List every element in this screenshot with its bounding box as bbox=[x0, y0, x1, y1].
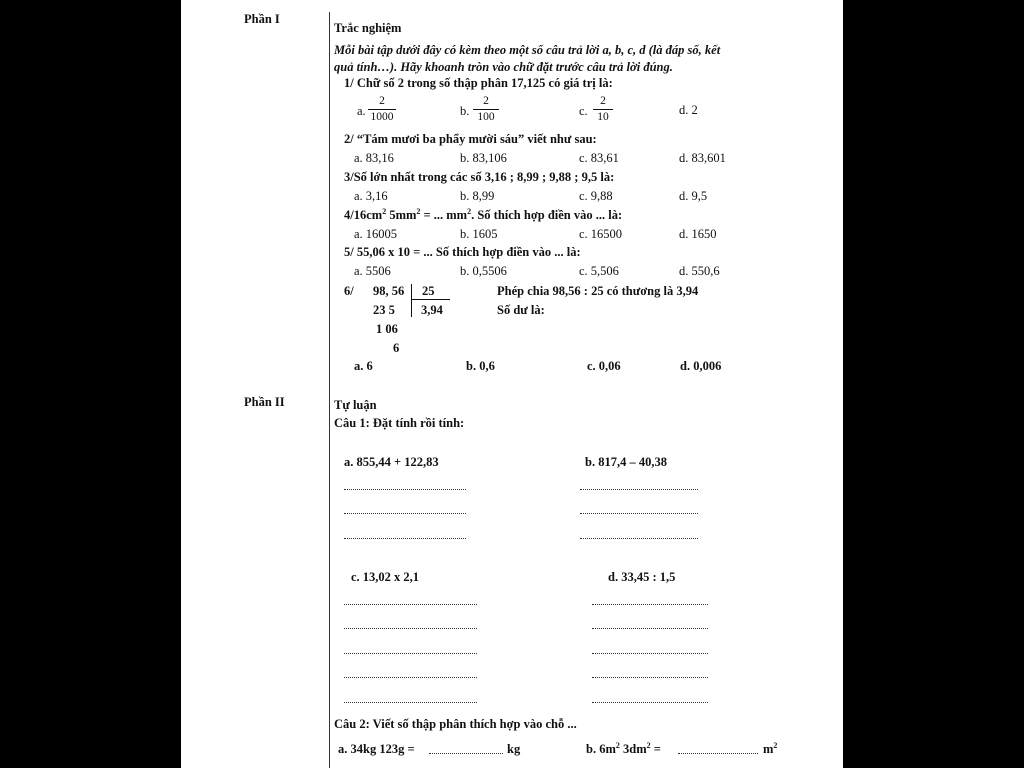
division-divisor: 25 bbox=[422, 284, 435, 298]
answer-line bbox=[344, 489, 466, 490]
division-step1: 23 5 bbox=[373, 303, 395, 317]
q5-option-c: c. 5,506 bbox=[579, 264, 619, 278]
q5-option-b: b. 0,5506 bbox=[460, 264, 507, 278]
q2-part-b-unit: $m^2$ bbox=[763, 740, 778, 756]
part2-label: Phần II bbox=[244, 395, 285, 409]
q2-option-a: a. 83,16 bbox=[354, 151, 394, 165]
q3-option-a: a. 3,16 bbox=[354, 189, 388, 203]
q1-option-a-fraction: 2 1000 bbox=[368, 95, 396, 124]
exercise-b: b. 817,4 – 40,38 bbox=[585, 455, 667, 469]
exercise-c: c. 13,02 x 2,1 bbox=[351, 570, 420, 584]
part2-question-1: Câu 1: Đặt tính rồi tính: bbox=[334, 416, 465, 430]
q5-option-d: d. 550,6 bbox=[679, 264, 720, 278]
q2-option-b: b. 83,106 bbox=[460, 151, 507, 165]
q6-option-b: b. 0,6 bbox=[466, 359, 495, 373]
instruction-line2: quả tính…). Hãy khoanh tròn vào chữ đặt trước câu trả lời đúng. bbox=[334, 60, 673, 74]
division-vertical-bar bbox=[411, 284, 412, 317]
q2-part-b-text: b. $6m^2$ $3dm^2$ = bbox=[586, 740, 661, 756]
instruction-line1: Mỗi bài tập dưới đây có kèm theo một số câu trả lời a, b, c, d (là đáp số, kết bbox=[334, 43, 721, 57]
q1-option-c-prefix: c. bbox=[579, 104, 588, 118]
answer-line bbox=[344, 677, 477, 678]
question-6-label: 6/ bbox=[344, 284, 354, 298]
q2-part-a-text: a. 34kg 123g = bbox=[338, 742, 415, 756]
answer-line bbox=[592, 702, 708, 703]
q5-option-a: a. 5506 bbox=[354, 264, 391, 278]
q4-option-c: c. 16500 bbox=[579, 227, 623, 241]
part1-title: Trắc nghiệm bbox=[334, 21, 402, 35]
answer-line bbox=[592, 677, 708, 678]
part2-question-2: Câu 2: Viết số thập phân thích hợp vào chỗ ... bbox=[334, 717, 577, 731]
question-4: $4/16cm^2$ $5mm^2$ = ... $mm^2$. Số thích hợp điền vào ... là: bbox=[344, 206, 623, 222]
answer-line bbox=[344, 653, 477, 654]
exercise-a: a. 855,44 + 122,83 bbox=[344, 455, 439, 469]
answer-line bbox=[344, 513, 466, 514]
answer-line bbox=[592, 653, 708, 654]
q6-option-c: c. 0,06 bbox=[587, 359, 621, 373]
column-divider bbox=[329, 12, 330, 768]
q4-option-a: a. 16005 bbox=[354, 227, 398, 241]
answer-line bbox=[580, 538, 698, 539]
answer-line bbox=[580, 513, 698, 514]
answer-line bbox=[344, 628, 477, 629]
division-quotient: 3,94 bbox=[421, 303, 443, 317]
q2-part-a-blank bbox=[429, 753, 503, 754]
q2-option-c: c. 83,61 bbox=[579, 151, 619, 165]
q1-option-d: d. 2 bbox=[679, 103, 698, 117]
answer-line bbox=[344, 702, 477, 703]
division-remainder: 6 bbox=[393, 341, 400, 355]
q1-option-a-prefix: a. bbox=[357, 104, 366, 118]
part1-label: Phần I bbox=[244, 12, 280, 26]
q6-note2: Số dư là: bbox=[497, 303, 545, 317]
q4-option-b: b. 1605 bbox=[460, 227, 498, 241]
q6-note1: Phép chia 98,56 : 25 có thương là 3,94 bbox=[497, 284, 699, 298]
division-dividend: 98, 56 bbox=[373, 284, 405, 298]
answer-line bbox=[344, 604, 477, 605]
question-1: 1/ Chữ số 2 trong số thập phân 17,125 có giá trị là: bbox=[344, 76, 613, 90]
q4-option-d: d. 1650 bbox=[679, 227, 717, 241]
question-2: 2/ “Tám mươi ba phẩy mười sáu” viết như sau: bbox=[344, 132, 597, 146]
answer-line bbox=[580, 489, 698, 490]
q1-option-b-fraction: 2 100 bbox=[473, 95, 499, 124]
answer-line bbox=[344, 538, 466, 539]
question-5: 5/ 55,06 x 10 = ... Số thích hợp điền vào ... là: bbox=[344, 245, 581, 259]
exercise-d: d. 33,45 : 1,5 bbox=[608, 570, 676, 584]
answer-line bbox=[592, 604, 708, 605]
q2-option-d: d. 83,601 bbox=[679, 151, 726, 165]
q3-option-c: c. 9,88 bbox=[579, 189, 613, 203]
q1-option-c-fraction: 2 10 bbox=[593, 95, 613, 124]
q3-option-b: b. 8,99 bbox=[460, 189, 495, 203]
worksheet-page bbox=[181, 0, 843, 768]
q1-option-b-prefix: b. bbox=[460, 104, 470, 118]
division-step2: 1 06 bbox=[376, 322, 398, 336]
part2-title: Tự luận bbox=[334, 398, 377, 412]
division-horizontal-bar bbox=[412, 299, 450, 300]
q6-option-d: d. 0,006 bbox=[680, 359, 722, 373]
q2-part-b-blank bbox=[678, 753, 758, 754]
answer-line bbox=[592, 628, 708, 629]
question-3: 3/Số lớn nhất trong các số 3,16 ; 8,99 ; 9,88 ; 9,5 là: bbox=[344, 170, 615, 184]
q3-option-d: d. 9,5 bbox=[679, 189, 708, 203]
q6-option-a: a. 6 bbox=[354, 359, 373, 373]
q2-part-a-unit: kg bbox=[507, 742, 521, 756]
